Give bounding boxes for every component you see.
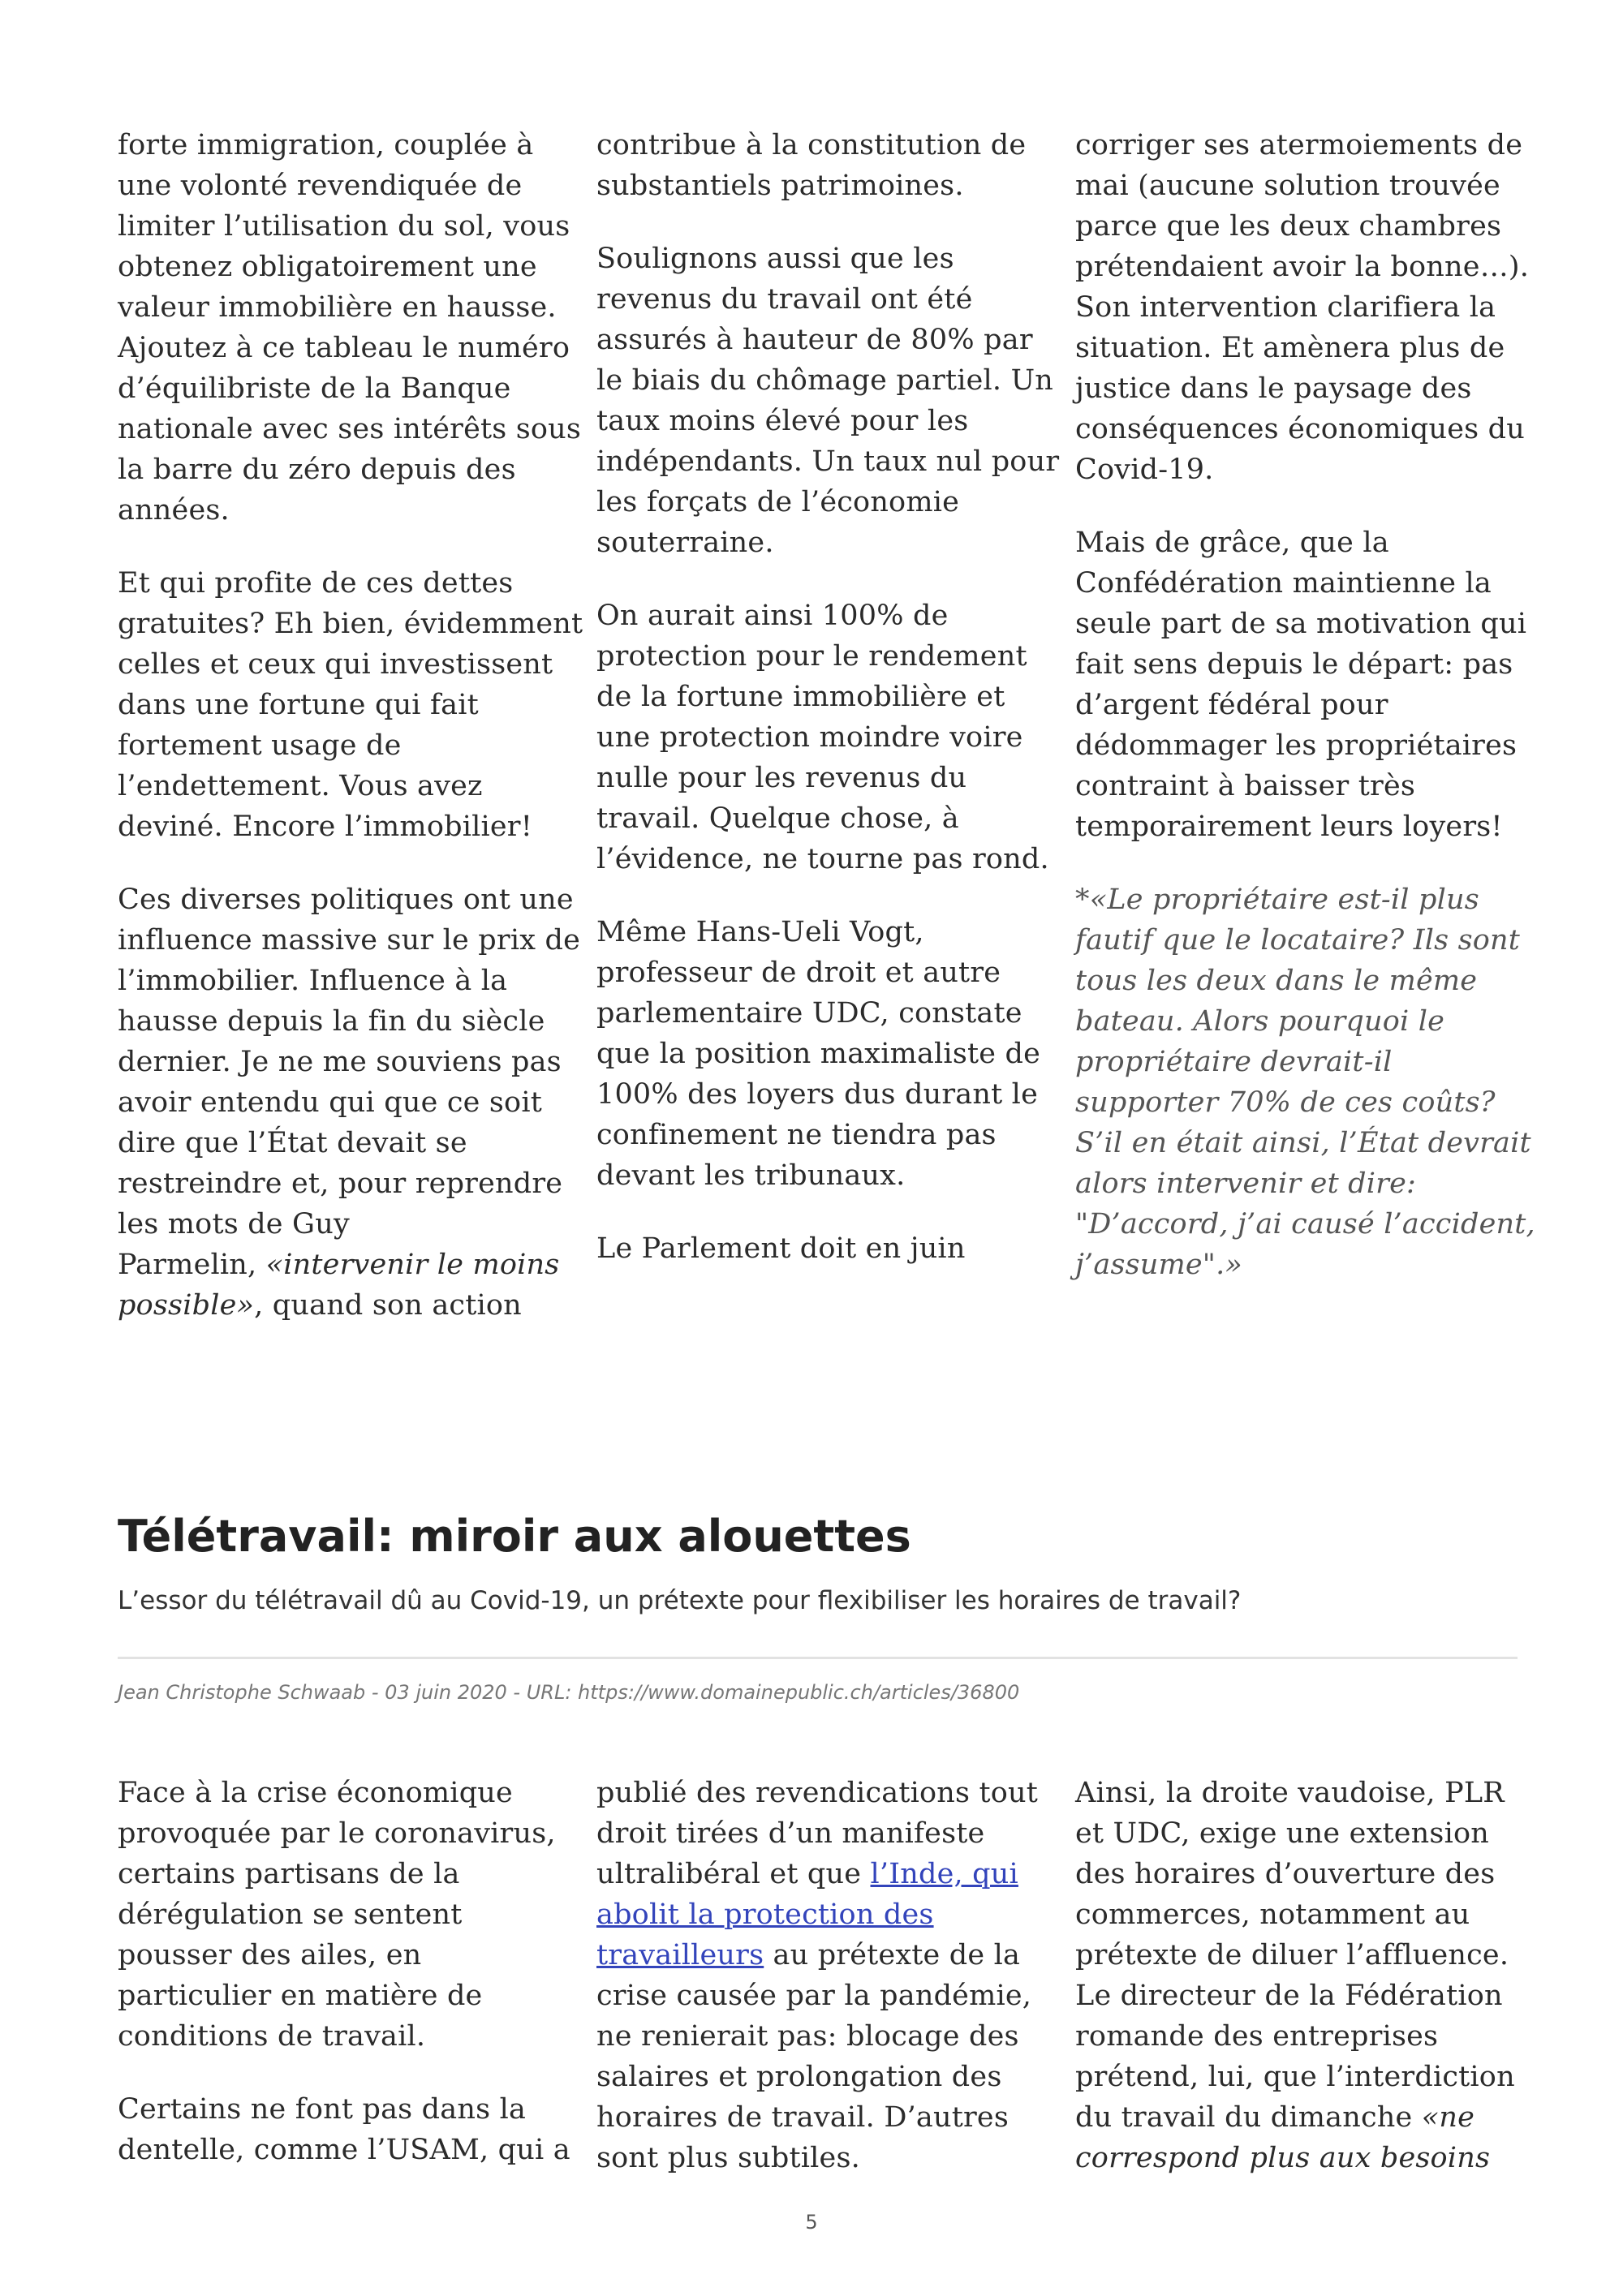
text-line: valeur immobilière en hausse.	[118, 291, 557, 324]
paragraph	[118, 2089, 572, 2170]
text-line: de la fortune immobilière et	[596, 681, 1005, 713]
article-link[interactable]: l’Inde, qui	[870, 1858, 1018, 1890]
text-line: et UDC, exige une extension	[1075, 1817, 1489, 1850]
text-line: Même Hans-Ueli Vogt,	[596, 916, 924, 948]
text-line: Et qui profite de ces dettes	[118, 567, 514, 600]
text-line: temporairement leurs loyers!	[1075, 810, 1503, 843]
text-line: romande des entreprises	[1075, 2020, 1439, 2053]
text-line: assurés à hauteur de 80% par	[596, 324, 1033, 356]
text-line: propriétaire devrait-il	[1075, 1046, 1393, 1078]
paragraph	[596, 1228, 1051, 1269]
article1-column-2	[596, 125, 1060, 1269]
text-line: Parmelin, «intervenir le moins	[118, 1249, 560, 1281]
text-line: horaires de travail. D’autres	[596, 2101, 1009, 2134]
text-line: l’immobilier. Influence à la	[118, 965, 508, 997]
text-line: confinement ne tiendra pas	[596, 1119, 997, 1151]
text-line: sont plus subtiles.	[596, 2142, 860, 2174]
text-line: alors intervenir et dire:	[1075, 1167, 1417, 1200]
text-line: ultralibéral et que l’Inde, qui	[596, 1858, 1018, 1890]
text-line: mai (aucune solution trouvée	[1075, 170, 1500, 202]
paragraph	[596, 912, 1051, 1196]
text-line: 100% des loyers dus durant le	[596, 1078, 1038, 1111]
text-line: d’équilibriste de la Banque	[118, 372, 511, 405]
text-line: dédommager les propriétaires	[1075, 729, 1518, 762]
paragraph	[596, 125, 1051, 206]
article1-column-1	[118, 125, 583, 1326]
article-meta: Jean Christophe Schwaab - 03 juin 2020 - URL: https://www.domainepublic.ch/articles/36800	[118, 1681, 1020, 1704]
text-line: dans une fortune qui fait	[118, 689, 479, 721]
text-line: Son intervention clarifiera la	[1075, 291, 1496, 324]
text-line: S’il en était ainsi, l’État devrait	[1075, 1127, 1531, 1159]
text-line: Le Parlement doit en juin	[596, 1232, 966, 1265]
text-line: justice dans le paysage des	[1075, 372, 1472, 405]
text-line: tous les deux dans le même	[1075, 965, 1478, 997]
text-line: prétend, lui, que l’interdiction	[1075, 2061, 1515, 2093]
quote-inline: possible»	[118, 1289, 255, 1322]
text-line: Ajoutez à ce tableau le numéro	[118, 332, 570, 364]
text-line: le biais du chômage partiel. Un	[596, 364, 1054, 397]
text-line: du travail du dimanche «ne	[1075, 2101, 1475, 2134]
article-subtitle: L’essor du télétravail dû au Covid-19, un prétexte pour flexibiliser les horaires de travail?	[118, 1586, 1242, 1615]
text-line: supporter 70% de ces coûts?	[1075, 1086, 1496, 1119]
text-line: conséquences économiques du	[1075, 413, 1525, 445]
text-line: l’évidence, ne tourne pas rond.	[596, 843, 1049, 875]
text-line: celles et ceux qui investissent	[118, 648, 553, 681]
text-line: Ainsi, la droite vaudoise, PLR	[1075, 1777, 1505, 1809]
footnote-quote	[1075, 879, 1535, 1285]
paragraph	[118, 125, 582, 531]
text-line: taux moins élevé pour les	[596, 405, 969, 437]
paragraph	[1075, 1773, 1530, 2178]
text-line: devant les tribunaux.	[596, 1159, 906, 1192]
paragraph	[596, 595, 1051, 879]
text-line: travail. Quelque chose, à	[596, 802, 959, 835]
text-line: indépendants. Un taux nul pour	[596, 445, 1060, 478]
article1-column-3	[1075, 125, 1535, 1285]
text-line: dérégulation se sentent	[118, 1898, 463, 1931]
text-line: les forçats de l’économie	[596, 486, 960, 518]
text-line: j’assume".»	[1075, 1249, 1243, 1281]
text-line: contribue à la constitution de	[596, 129, 1027, 161]
article2-column-1	[118, 1773, 572, 2170]
paragraph	[596, 1773, 1051, 2178]
text-line: d’argent fédéral pour	[1075, 689, 1388, 721]
text-line: dernier. Je ne me souviens pas	[118, 1046, 562, 1078]
paragraph	[118, 1773, 572, 2057]
text-line: souterraine.	[596, 527, 774, 559]
article-title: Télétravail: miroir aux alouettes	[118, 1511, 911, 1562]
text-line: salaires et prolongation des	[596, 2061, 1002, 2093]
text-line: une protection moindre voire	[596, 721, 1023, 754]
text-line: conditions de travail.	[118, 2020, 426, 2053]
text-line	[1075, 2138, 1530, 2178]
text-line: des horaires d’ouverture des	[1075, 1858, 1496, 1890]
text-line: fortement usage de	[118, 729, 402, 762]
text-line: crise causée par la pandémie,	[596, 1980, 1032, 2012]
text-line: prétexte de diluer l’affluence.	[1075, 1939, 1509, 1971]
article-link[interactable]: abolit la protection des	[596, 1898, 934, 1931]
text-line: prétendaient avoir la bonne…).	[1075, 251, 1530, 283]
paragraph	[1075, 522, 1530, 847]
text-line: parlementaire UDC, constate	[596, 997, 1022, 1030]
text-line: pousser des ailes, en	[118, 1939, 422, 1971]
paragraph	[1075, 879, 1535, 1285]
quote-inline: «intervenir le moins	[265, 1249, 560, 1281]
text-line: nulle pour les revenus du	[596, 762, 967, 794]
text-line: corriger ses atermoiements de	[1075, 129, 1523, 161]
text-line	[596, 1894, 1051, 1935]
text-line: années.	[118, 494, 230, 527]
text-line: nationale avec ses intérêts sous	[118, 413, 582, 445]
text-line: Face à la crise économique	[118, 1777, 513, 1809]
text-line: professeur de droit et autre	[596, 957, 1001, 989]
text-line: provoquée par le coronavirus,	[118, 1817, 556, 1850]
divider	[118, 1657, 1518, 1659]
text-line: possible», quand son action	[118, 1289, 522, 1322]
article-link[interactable]: travailleurs	[596, 1939, 764, 1971]
text-line: forte immigration, couplée à	[118, 129, 534, 161]
text-line: que la position maximaliste de	[596, 1038, 1041, 1070]
text-line: limiter l’utilisation du sol, vous	[118, 210, 570, 243]
text-line: protection pour le rendement	[596, 640, 1027, 673]
text-line: hausse depuis la fin du siècle	[118, 1005, 545, 1038]
text-line: commerces, notamment au	[1075, 1898, 1470, 1931]
text-line: Mais de grâce, que la	[1075, 527, 1389, 559]
quote-inline: correspond plus aux besoins	[1075, 2142, 1491, 2174]
text-line: publié des revendications tout	[596, 1777, 1039, 1809]
text-line: obtenez obligatoirement une	[118, 251, 537, 283]
quote-inline: «ne	[1421, 2101, 1475, 2134]
text-line: Covid-19.	[1075, 454, 1214, 486]
paragraph	[1075, 125, 1530, 490]
text-line: droit tirées d’un manifeste	[596, 1817, 985, 1850]
text-line: gratuites? Eh bien, évidemment	[118, 608, 583, 640]
text-line: particulier en matière de	[118, 1980, 483, 2012]
text-line: Soulignons aussi que les	[596, 243, 954, 275]
text-line: ne renierait pas: blocage des	[596, 2020, 1019, 2053]
text-line: Le directeur de la Fédération	[1075, 1980, 1503, 2012]
text-line: "D’accord, j’ai causé l’accident,	[1075, 1208, 1535, 1240]
text-line: certains partisans de la	[118, 1858, 460, 1890]
text-line: influence massive sur le prix de	[118, 924, 581, 957]
text-line: substantiels patrimoines.	[596, 170, 964, 202]
text-line: dentelle, comme l’USAM, qui a	[118, 2134, 570, 2166]
text-line: les mots de Guy	[118, 1208, 350, 1240]
text-line: dire que l’État devait se	[118, 1127, 467, 1159]
article2-column-2	[596, 1773, 1051, 2178]
page-number: 5	[805, 2211, 818, 2234]
text-line: Confédération maintienne la	[1075, 567, 1492, 600]
text-line: situation. Et amènera plus de	[1075, 332, 1505, 364]
text-line: fautif que le locataire? Ils sont	[1075, 924, 1521, 957]
paragraph	[118, 563, 583, 847]
text-line: fait sens depuis le départ: pas	[1075, 648, 1513, 681]
paragraph	[596, 239, 1060, 563]
text-line: travailleurs au prétexte de la	[596, 1939, 1021, 1971]
text-line: Certains ne font pas dans la	[118, 2093, 527, 2126]
text-line: restreindre et, pour reprendre	[118, 1167, 563, 1200]
text-line: bateau. Alors pourquoi le	[1075, 1005, 1445, 1038]
text-line: seule part de sa motivation qui	[1075, 608, 1527, 640]
text-line: contraint à baisser très	[1075, 770, 1416, 802]
text-line: revenus du travail ont été	[596, 283, 973, 316]
paragraph	[118, 879, 581, 1326]
text-line: l’endettement. Vous avez	[118, 770, 483, 802]
text-line: avoir entendu qui que ce soit	[118, 1086, 542, 1119]
text-line: parce que les deux chambres	[1075, 210, 1502, 243]
text-line: *«Le propriétaire est-il plus	[1075, 884, 1479, 916]
text-line: On aurait ainsi 100% de	[596, 600, 949, 632]
text-line: Ces diverses politiques ont une	[118, 884, 574, 916]
text-line: une volonté revendiquée de	[118, 170, 523, 202]
text-line: la barre du zéro depuis des	[118, 454, 516, 486]
article2-column-3	[1075, 1773, 1530, 2178]
text-line: deviné. Encore l’immobilier!	[118, 810, 532, 843]
